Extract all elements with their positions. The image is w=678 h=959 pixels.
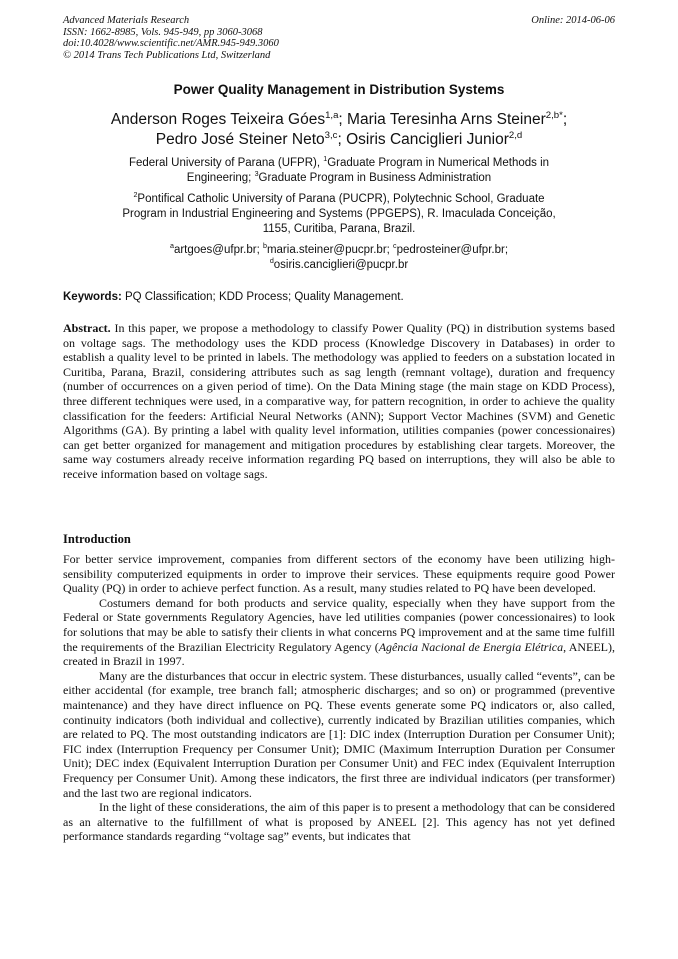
affiliation-superscript: 3 — [254, 170, 259, 179]
affiliation-text: Pontifical Catholic University of Parana (PUCPR), Polytechnic School, Graduate — [137, 193, 545, 205]
keywords — [63, 291, 615, 303]
author-name: Pedro José Steiner Neto — [155, 131, 325, 148]
abstract-text: In this paper, we propose a methodology to classify Power Quality (PQ) in distribution systems based on voltage sags. The methodology uses the KDD process (Knowledge Discovery in Databases) in order to establish a quality level to be printed in labels. The methodology was applied to feeders on a substation located in Curitiba, Parana, Brazil, considering attributes such as sag length (remnant voltage), duration and frequency (number of occurrences on a given period of time). On the Data Mining stage (the main stage on KDD Process), three different techniques were used, in a comparative way, for pattern recognition, in order to achieve the quality classification for the feeders: Artificial Neural Networks (ANN); Support Vector Machines (SVM) and Genetic Algorithms (GA). By printing a label with quality level information, utilities companies (power concessionaires) can get better organized for management and mitigation procedures by establishing clear targets. Moreover, the same way costumers already receive information regarding PQ based on interruptions, they will also be able to receive information based on voltage sags. — [63, 321, 615, 481]
email-address: maria.steiner@pucpr.br; — [266, 244, 394, 256]
affiliation-superscript: 2 — [133, 191, 138, 200]
email-address: osiris.canciglieri@pucpr.br — [273, 259, 409, 271]
email-superscript: c — [393, 242, 397, 251]
paragraph: Many are the disturbances that occur in electric system. These disturbances, usually called “events”, can be either accidental (for example, tree branch fall; atmospheric discharges; and so on) or programmed (preventive maintenance) and they have direct influence on PQ. These events generate some PQ indicators or, also called, continuity indicators (both individual and collective), currently indicated by Brazilian utilities companies, which are related to PQ. The most outstanding indicators are [1]: DIC index (Interruption Duration per Consumer Unit); FIC index (Interruption Frequency per Consumer Unit); DMIC (Maximum Interruption Duration per Consumer Unit); DEC index (Equivalent Interruption Duration per Consumer Unit) and FEC index (Equivalent Interruption Frequency per Consumer Unit). Among these indicators, the first three are individual indicators (per transformer) and the last two are regional indicators. — [63, 668, 615, 800]
affiliation-text: Federal University of Parana (UFPR), — [128, 157, 324, 169]
section-heading-introduction: Introduction — [63, 532, 131, 546]
paragraph — [63, 596, 615, 669]
author-name: Anderson Roges Teixeira Góes — [110, 111, 326, 128]
email-address: pedrosteiner@ufpr.br; — [396, 244, 509, 256]
author-separator: ; — [338, 111, 348, 128]
abstract — [63, 321, 615, 482]
author-name: Osiris Canciglieri Junior — [346, 131, 509, 148]
email-superscript: a — [169, 242, 174, 251]
author-name: Maria Teresinha Arns Steiner — [347, 111, 546, 128]
author-superscript: 1,a — [325, 109, 339, 121]
affiliation-text: Graduate Program in Business Administration — [258, 172, 492, 184]
agency-name: Agência Nacional de Energia Elétrica — [378, 639, 564, 654]
affiliation-text: Graduate Program in Numerical Methods in — [327, 157, 550, 169]
paragraph-text: , ANEEL), created in Brazil in 1997. — [63, 639, 616, 669]
author-separator: ; — [337, 131, 347, 148]
affiliation-text: Engineering; — [186, 172, 255, 184]
abstract-label: Abstract. — [63, 321, 111, 335]
author-list — [60, 110, 618, 150]
affiliation-superscript: 1 — [323, 155, 328, 164]
author-emails — [95, 243, 583, 273]
affiliation-text: Program in Industrial Engineering and Systems (PPGEPS), R. Imaculada Conceição, — [122, 208, 556, 220]
introduction-body — [63, 552, 615, 844]
paragraph-text: Costumers demand for both products and service quality, especially when they have support from the Federal or State governments Regulatory Agencies, have led utilities companies (power concessionaires) to look for solutions that may be able to satisfy their clients in what concerns PQ improvement and at the same time fulfill the requirements of the Brazilian Electricity Regulatory Agency ( — [63, 595, 615, 654]
affiliation-1 — [95, 156, 583, 186]
affiliation-2 — [95, 192, 583, 237]
journal-copyright: © 2014 Trans Tech Publications Ltd, Switzerland — [63, 49, 271, 61]
journal-header — [63, 15, 615, 61]
affiliation-text: 1155, Curitiba, Parana, Brazil. — [262, 223, 416, 235]
author-superscript: 3,c — [324, 129, 338, 141]
paragraph: In the light of these considerations, the aim of this paper is to present a methodology that can be considered as an alternative to the fulfillment of what is proposed by ANEEL [2]. This agency has not yet defined performance standards regarding “voltage sag” events, but indicates that — [63, 800, 615, 844]
email-superscript: b — [262, 242, 267, 251]
email-superscript: d — [269, 257, 274, 266]
journal-doi: doi:10.4028/www.scientific.net/AMR.945-949.3060 — [63, 38, 279, 49]
author-superscript: 2,b* — [545, 109, 563, 121]
author-separator: ; — [562, 111, 568, 128]
online-date: Online: 2014-06-06 — [531, 15, 615, 26]
keywords-text: PQ Classification; KDD Process; Quality Management. — [121, 291, 404, 303]
journal-issn: ISSN: 1662-8985, Vols. 945-949, pp 3060-3068 — [63, 26, 263, 38]
paragraph: For better service improvement, companies from different sectors of the economy have been utilizing high-sensibility computerized equipments in order to improve their services. These equipments require good Power Quality (PQ) in order to achieve perfect function. As a result, many studies related to PQ have been developed. — [63, 552, 615, 596]
paper-title: Power Quality Management in Distribution Systems — [173, 82, 505, 97]
keywords-label: Keywords: — [63, 291, 122, 303]
email-address: artgoes@ufpr.br; — [173, 244, 263, 256]
author-superscript: 2,d — [508, 129, 523, 141]
journal-name: Advanced Materials Research — [63, 15, 190, 26]
